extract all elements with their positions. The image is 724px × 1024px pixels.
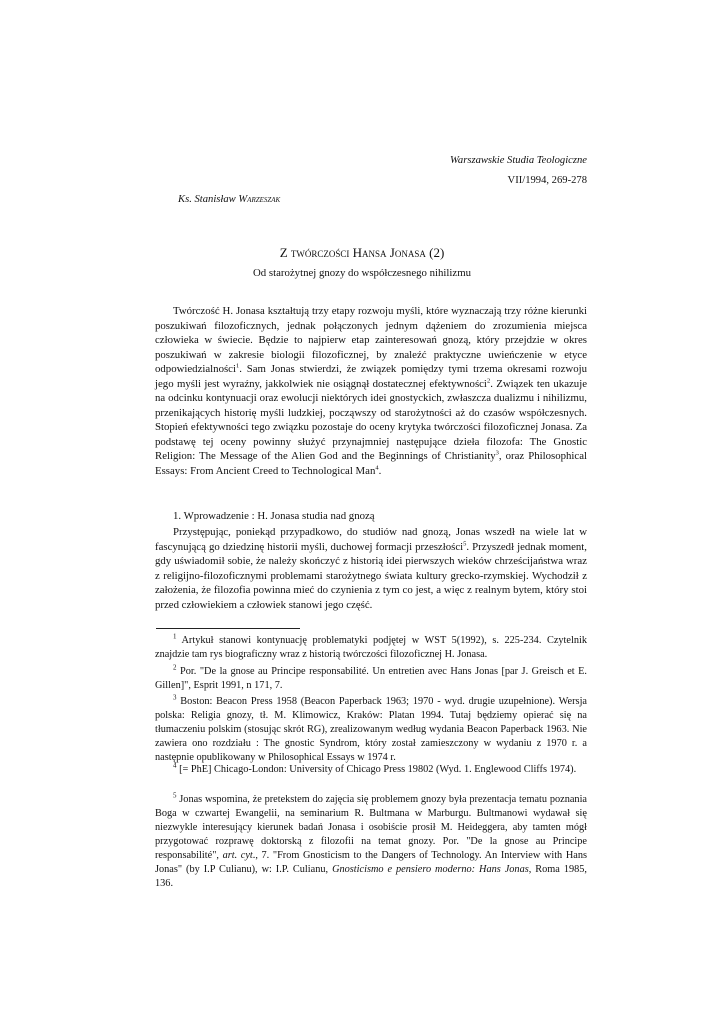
title-part: ansa <box>362 245 390 260</box>
title-part: H <box>352 245 363 260</box>
title-part: twórczości <box>290 245 353 260</box>
footnote-text: ., 7. "From Gnosticism to the Dangers of Technology. An Interview with Hans Jonas" (by I.P Culianu), w: I.P. Culianu, <box>155 850 587 875</box>
footnote-number: 1 <box>173 632 177 641</box>
article-subtitle: Od starożytnej gnozy do współczesnego nihilizmu <box>253 267 471 279</box>
footnote-ref[interactable]: 3 <box>495 449 499 457</box>
footnote-text: Boston: Beacon Press 1958 (Beacon Paperback 1963; 1970 - wyd. drugie uzupełnione). Wersja polska: Religia gnozy, tł. M. Klimowicz, Kraków: Platan 1994. Tutaj będziemy opierać się na tłumaczeniu polskim (stosując skrót RG), zrealizowanym według wydania Beacon Paperback 1963. Nie zawiera ono rozdziału : The gnostic Syndrom, który został zamieszczony w wydaniu z 1970 r. a następnie opublikowany w Philosophical Essays w 1974 r. <box>155 696 587 763</box>
footnote-ref[interactable]: 4 <box>375 464 379 472</box>
footnote-ref[interactable]: 1 <box>235 362 240 370</box>
text-run: . Przyszedł jednak moment, gdy uświadomił sobie, że należy skończyć z historią idei pierwszych wieków chrześcijaństwa wraz z religijno-filozoficznymi problemami starożytnego świata kultury grecko-rzymskiej. Wychodził z założenia, że filozofia powinna mieć do czynienia z tym co jest, a więc z realnym bytem, który stoi przed człowiekiem a człowiek stanowi jego część. <box>155 540 587 611</box>
footnote-3 <box>155 695 587 765</box>
text-run: . <box>378 465 382 478</box>
footnote-text: , Roma 1985, 136. <box>155 864 587 889</box>
text-run: , oraz Philosophical Essays: From Ancient Creed to Technological Man <box>155 450 587 478</box>
article-title <box>0 243 724 263</box>
footnote-number: 3 <box>173 693 177 702</box>
section-heading: 1. Wprowadzenie : H. Jonasa studia nad gnozą <box>173 510 375 522</box>
footnote-ref[interactable]: 5 <box>463 539 467 547</box>
footnote-italic: Gnosticismo e pensiero moderno: Hans Jonas <box>332 864 529 875</box>
footnote-text: [= PhE] Chicago-London: University of Chicago Press 19802 (Wyd. 1. Englewood Cliffs 1974). <box>176 764 577 775</box>
footnote-text: Jonas wspomina, że pretekstem do zajęcia się problemem gnozy była prezentacja tematu poznania Boga w czwartej Ewangelii, na seminarium R. Bultmana w Marburgu. Bultmanowi wydawał się niezwykle interesujący kierunek badań Jonasa i osobiście prosił M. Heideggera, aby tamten mógł przygotować rozprawę doktorską z filozofii na temat gnozy. Por. "De la gnose au Principe responsabilité", <box>155 794 587 861</box>
footnote-text: Por. "De la gnose au Principe responsabilité. Un entretien avec Hans Jonas [par J. Greisch et E. Gillen]", Esprit 1991, n 171, 7. <box>155 666 587 691</box>
volume-pages: VII/1994, 269-278 <box>507 175 587 186</box>
footnote-italic: art. cyt <box>222 850 253 861</box>
footnote-4 <box>155 763 587 777</box>
text-run: Twórczość H. Jonasa kształtują trzy etapy rozwoju myśli, które wyznaczają trzy różne kierunki poszukiwań filozoficznych, jednak połączonych jednym dążeniem do zrozumienia miejsca człowieka w świecie. Będzie to najpierw etap zainteresowań gnozą, który przejdzie w okres poszukiwań w zakresie biologii filozoficznej, by znaleźć praktyczne uwieńczenie w etyce odpowiedzialności <box>155 305 587 376</box>
footnote-5 <box>155 793 587 891</box>
footnote-2 <box>155 665 587 693</box>
author-line <box>178 191 280 209</box>
text-run: . Związek ten ukazuje na odcinku kontynuacji oraz ewolucji niektórych idei gnostyckich, zwłaszcza dualizmu i nihilizmu, przenikających historię myśli ludzkiej, począwszy od starożytności aż do czasów współczesnych. Stopień efektywności tego związku pozostaje do oceny krytyka twórczości filozoficznej Jonasa. Za podstawę tej oceny powinny służyć przynajmniej następujące dzieła filozofa: The Gnostic Religion: The Message of the Alien God and the Beginnings of Christianity <box>155 377 587 463</box>
title-part: (2) <box>429 245 445 260</box>
title-part: J <box>389 245 395 260</box>
footnote-text: Artykuł stanowi kontynuację problematyki podjętej w WST 5(1992), s. 225-234. Czytelnik znajdzie tam rys biograficzny wraz z historią twórczości filozoficznej H. Jonasa. <box>155 635 587 660</box>
intro-paragraph <box>155 304 587 479</box>
footnote-1 <box>155 634 587 662</box>
title-part: Z <box>279 245 291 260</box>
text-run: Przystępując, poniekąd przypadkowo, do studiów nad gnozą, Jonas wszedł na wiele lat w fascynującą go dziedzinę historii myśli, duchowej formacji przeszłości <box>155 526 587 553</box>
title-part: onasa <box>394 245 430 260</box>
footnote-divider <box>156 628 300 629</box>
text-run: . Sam Jonas stwierdzi, że związek pomiędzy tymi trzema okresami rozwoju jego myśli jest wyraźny, jakkolwiek nie osiągnął dostatecznej efektywności <box>155 363 587 390</box>
footnote-number: 2 <box>173 663 177 672</box>
author-prefix: Ks. Stanisław <box>178 194 239 205</box>
journal-title: Warszawskie Studia Teologiczne <box>450 155 587 166</box>
footnote-number: 5 <box>173 791 177 800</box>
author-surname: Warzeszak <box>238 194 281 205</box>
footnote-number: 4 <box>173 761 177 770</box>
section-paragraph <box>155 525 587 612</box>
footnote-ref[interactable]: 2 <box>486 377 491 385</box>
